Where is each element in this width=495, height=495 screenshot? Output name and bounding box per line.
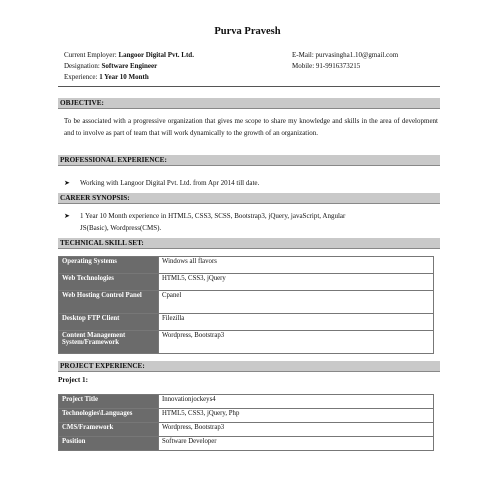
professional-bullet: [64, 177, 438, 189]
project-key: Position: [59, 437, 159, 451]
skill-value: HTML5, CSS3, jQuery: [159, 274, 434, 291]
table-row: [59, 395, 434, 409]
project-key: Project Title: [59, 395, 159, 409]
project-key: CMS/Framework: [59, 423, 159, 437]
career-heading: CAREER SYNOPSIS:: [58, 193, 440, 204]
experience-label: Experience:: [64, 73, 98, 81]
professional-heading: PROFESSIONAL EXPERIENCE:: [58, 155, 440, 166]
objective-heading: OBJECTIVE:: [58, 98, 440, 109]
projects-heading: PROJECT EXPERIENCE:: [58, 361, 440, 372]
skill-value: Cpanel: [159, 291, 434, 314]
candidate-name: Purva Pravesh: [214, 26, 281, 37]
experience-line: [64, 73, 149, 81]
objective-text: To be associated with a progressive organization that gives me scope to share my knowledge and skills in the area of development and to involve as part of team that will work dynamically to the growth of an organization.: [64, 117, 438, 137]
project-value: Innovationjockeys4: [159, 395, 434, 409]
skills-table: [58, 256, 434, 354]
skill-key: Content Management System/Framework: [59, 331, 159, 354]
table-row: [59, 257, 434, 274]
project1-table: [58, 394, 434, 451]
designation-value: Software Engineer: [101, 62, 158, 70]
table-row: [59, 274, 434, 291]
career-bullet-line2: JS(Basic), Wordpress(CMS).: [80, 224, 162, 232]
experience-value: 1 Year 10 Month: [99, 73, 149, 81]
employer-label: Current Employer:: [64, 51, 117, 59]
arrow-bullet-icon: ➤: [64, 212, 70, 220]
skill-value: Windows all flavors: [159, 257, 434, 274]
project1-label: Project 1:: [58, 376, 88, 384]
skill-key: Web Hosting Control Panel: [59, 291, 159, 314]
arrow-bullet-icon: ➤: [64, 179, 70, 187]
project-key: Technologies\Languages: [59, 409, 159, 423]
project-value: Wordpress, Bootstrap3: [159, 423, 434, 437]
table-row: [59, 291, 434, 314]
table-row: [59, 437, 434, 451]
header-divider: [58, 86, 440, 87]
skill-key: Web Technologies: [59, 274, 159, 291]
table-row: [59, 423, 434, 437]
skills-heading: TECHNICAL SKILL SET:: [58, 238, 440, 249]
employer-line: [64, 51, 194, 59]
mobile-line: Mobile: 91-9916373215: [292, 62, 361, 70]
designation-label: Designation:: [64, 62, 100, 70]
career-bullet-line1: 1 Year 10 Month experience in HTML5, CSS3, SCSS, Bootstrap3, jQuery, javaScript, Angular: [80, 212, 346, 220]
professional-bullet-text: Working with Langoor Digital Pvt. Ltd. from Apr 2014 till date.: [80, 179, 260, 187]
skill-value: Wordpress, Bootstrap3: [159, 331, 434, 354]
table-row: [59, 409, 434, 423]
skill-key: Desktop FTP Client: [59, 314, 159, 331]
project-value: HTML5, CSS3, jQuery, Php: [159, 409, 434, 423]
email-line: E-Mail: purvasingha1.10@gmail.com: [292, 51, 399, 59]
career-bullet: [64, 210, 438, 234]
project-value: Software Developer: [159, 437, 434, 451]
table-row: [59, 331, 434, 354]
skill-key: Operating Systems: [59, 257, 159, 274]
employer-value: Langoor Digital Pvt. Ltd.: [118, 51, 194, 59]
table-row: [59, 314, 434, 331]
skill-value: Filezilla: [159, 314, 434, 331]
designation-line: [64, 62, 157, 70]
